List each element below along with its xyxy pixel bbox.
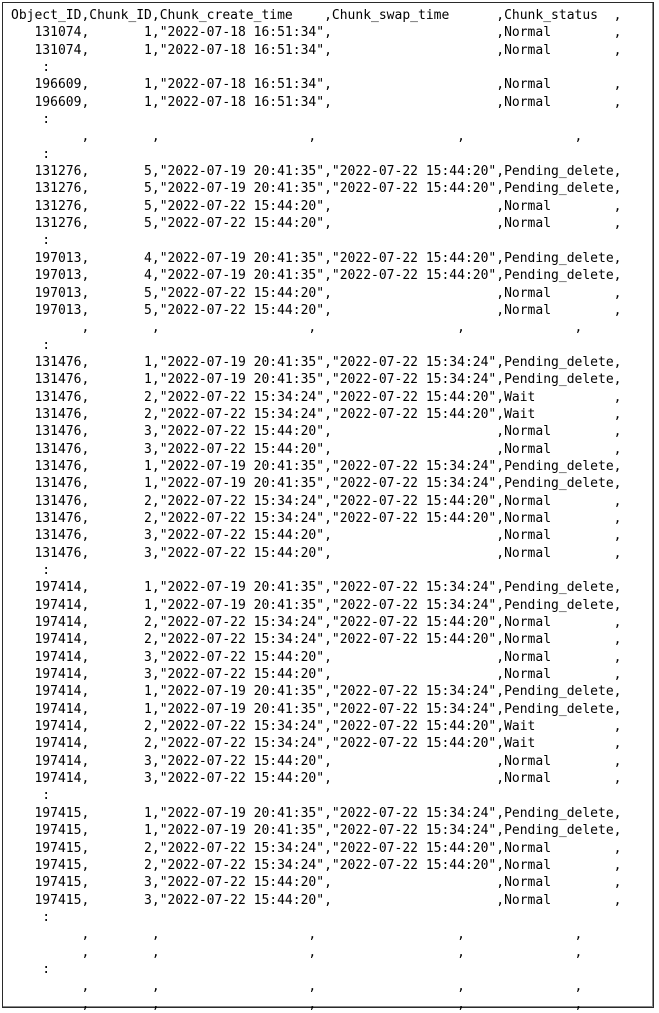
csv-text-content: Object_ID,Chunk_ID,Chunk_create_time ,Chunk_swap_time ,Chunk_status , 131074, 1,"2022-07-18 16:51:34", ,Normal , 131074, 1,"2022-07-18 16:51:34", ,Normal , : 196609, 1,"2022-07-18 16:51:34", ,Normal , 196609, 1,"2022-07-18 16:51:34", ,Normal , : , , , , , : 131276, 5,"2022-07-19 20:41:35","2022-07-22 15:44:20",Pending_delete, 131276, 5,"2022-07-19 20:41:35","2022-07-22 15:44:20",Pending_delete, 131276, 5,"2022-07-22 15:44:20", ,Normal , 131276, 5,"2022-07-22 15:44:20", ,Normal , : 197013, 4,"2022-07-19 20:41:35","2022-07-22 15:44:20",Pending_delete, 197013, 4,"2022-07-19 20:41:35","2022-07-22 15:44:20",Pending_delete, 197013, 5,"2022-07-22 15:44:20", ,Normal , 197013, 5,"2022-07-22 15:44:20", ,Normal , , , , , , : 131476, 1,"2022-07-19 20:41:35","2022-07-22 15:34:24",Pending_delete, 131476, 1,"2022-07-19 20:41:35","2022-07-22 15:34:24",Pending_delete, 131476, 2,"2022-07-22 15:34:24","2022-07-22 15:44:20",Wait , 131476, 2,"2022-07-22 15:34:24","2022-07-22 15:44:20",Wait , 131476, 3,"2022-07-22 15:44:20", ,Normal , 131476, 3,"2022-07-22 15:44:20", ,Normal , 131476, 1,"2022-07-19 20:41:35","2022-07-22 15:34:24",Pending_delete, 131476, 1,"2022-07-19 20:41:35","2022-07-22 15:34:24",Pending_delete, 131476, 2,"2022-07-22 15:34:24","2022-07-22 15:44:20",Normal , 131476, 2,"2022-07-22 15:34:24","2022-07-22 15:44:20",Normal , 131476, 3,"2022-07-22 15:44:20", ,Normal , 131476, 3,"2022-07-22 15:44:20", ,Normal , : 197414, 1,"2022-07-19 20:41:35","2022-07-22 15:34:24",Pending_delete, 197414, 1,"2022-07-19 20:41:35","2022-07-22 15:34:24",Pending_delete, 197414, 2,"2022-07-22 15:34:24","2022-07-22 15:44:20",Normal , 197414, 2,"2022-07-22 15:34:24","2022-07-22 15:44:20",Normal , 197414, 3,"2022-07-22 15:44:20", ,Normal , 197414, 3,"2022-07-22 15:44:20", ,Normal , 197414, 1,"2022-07-19 20:41:35","2022-07-22 15:34:24",Pending_delete, 197414, 1,"2022-07-19 20:41:35","2022-07-22 15:34:24",Pending_delete, 197414, 2,"2022-07-22 15:34:24","2022-07-22 15:44:20",Wait , 197414, 2,"2022-07-22 15:34:24","2022-07-22 15:44:20",Wait , 197414, 3,"2022-07-22 15:44:20", ,Normal , 197414, 3,"2022-07-22 15:44:20", ,Normal , : 197415, 1,"2022-07-19 20:41:35","2022-07-22 15:34:24",Pending_delete, 197415, 1,"2022-07-19 20:41:35","2022-07-22 15:34:24",Pending_delete, 197415, 2,"2022-07-22 15:34:24","2022-07-22 15:44:20",Normal , 197415, 2,"2022-07-22 15:34:24","2022-07-22 15:44:20",Normal , 197415, 3,"2022-07-22 15:44:20", ,Normal , 197415, 3,"2022-07-22 15:44:20", ,Normal , : , , , , , , , , , , : , , , , , , , , , , (11, 8, 622, 1012)
csv-output-window (2, 2, 654, 1012)
